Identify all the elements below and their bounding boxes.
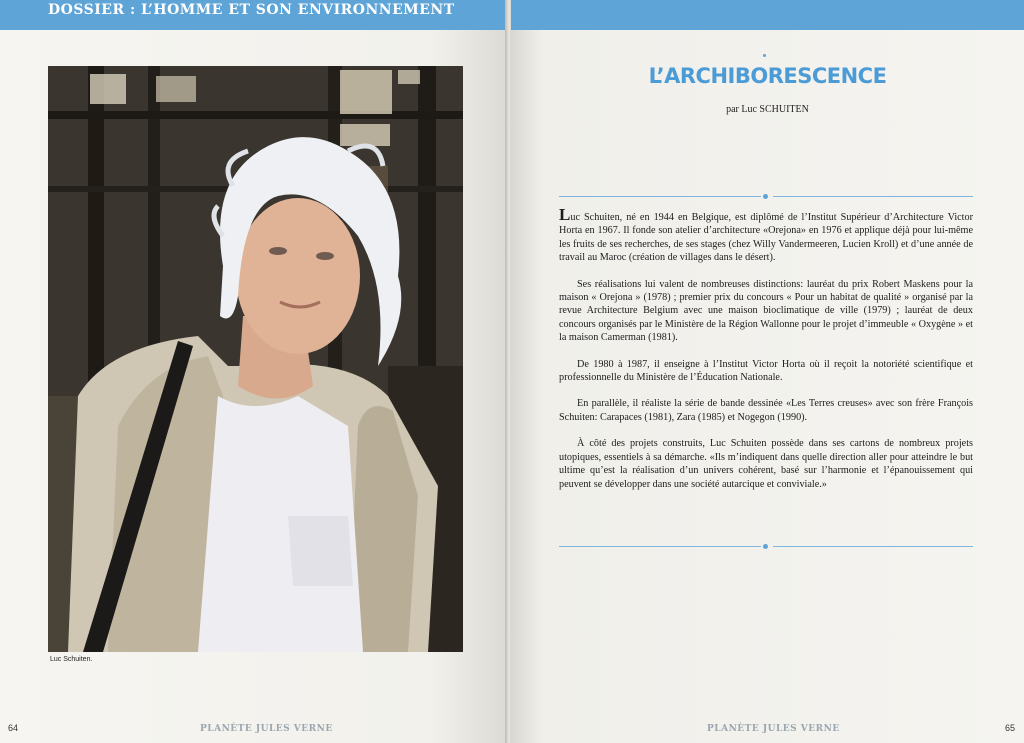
left-page <box>0 0 507 743</box>
paragraph: De 1980 à 1987, il enseigne à l’Institut Victor Horta où il reçoit la notoriété scientifique et professionnelle du Ministère de l’Éducation Nationale. <box>559 358 973 384</box>
article-title: L’ARCHIBORESCENCE <box>648 64 887 88</box>
separator-bottom-right <box>773 546 973 547</box>
footer-left: PLANÈTE JULES VERNE <box>200 724 333 734</box>
separator-top-dot <box>763 194 768 199</box>
right-page <box>511 0 1024 743</box>
paragraph: Ses réalisations lui valent de nombreuses distinctions: lauréat du prix Robert Maskens pour la maison « Orejona » (1978) ; premier prix du concours « Pour un habitat de qualité » organisé par la revue Architecture Belgium avec une maison bioclimatique de ville (1979) ; lauréat de deux concours organisés par le Ministère de la Région Wallonne pour le projet d’immeuble « Oxygène » et la maison Camerman (1981). <box>559 278 973 344</box>
page-number-right: 65 <box>1005 723 1016 733</box>
portrait-illustration <box>48 66 463 652</box>
title-ornament-dot <box>763 54 766 57</box>
footer-right: PLANÈTE JULES VERNE <box>707 724 840 734</box>
paragraph: En parallèle, il réaliste la série de bande dessinée «Les Terres creuses» avec son frère François Schuiten: Carapaces (1981), Zara (1985) et Nogegon (1990). <box>559 398 973 423</box>
section-header-text: DOSSIER : L’HOMME ET SON ENVIRONNEMENT <box>48 2 455 18</box>
separator-top-left <box>559 196 761 197</box>
paragraph: Luc Schuiten, né en 1944 en Belgique, est diplômé de l’Institut Supérieur d’Architecture Victor Horta en 1967. Il fonde son atelier d’architecture «Orejona» en 1976 et applique déjà pour lui-même les fruits de ses recherches, de ses stages (chez Willy Vandermeeren, Lucien Kroll) et d’une année de travail au Maroc (création de villages dans le désert). <box>559 205 973 264</box>
section-header <box>0 0 507 30</box>
separator-bottom-left <box>559 546 761 547</box>
separator-top-right <box>773 196 973 197</box>
article-body <box>559 205 973 504</box>
separator-bottom-dot <box>763 544 768 549</box>
portrait-photo <box>48 66 463 652</box>
drop-cap: L <box>559 205 571 224</box>
right-header-band <box>511 0 1024 30</box>
paragraph: À côté des projets construits, Luc Schuiten possède dans ses cartons de nombreux projets utopiques, essentiels à sa démarche. «Ils m’indiquent dans quelle direction aller pour atteindre le but ultime qu’est la réalisation d’un univers cohérent, basé sur l’harmonie et l’épanouissement qui peuvent se développer dans une société autarcique et conviviale.» <box>559 438 973 490</box>
photo-caption: Luc Schuiten. <box>50 656 93 663</box>
article-byline: par Luc SCHUITEN <box>726 104 809 115</box>
page-number-left: 64 <box>8 723 19 733</box>
